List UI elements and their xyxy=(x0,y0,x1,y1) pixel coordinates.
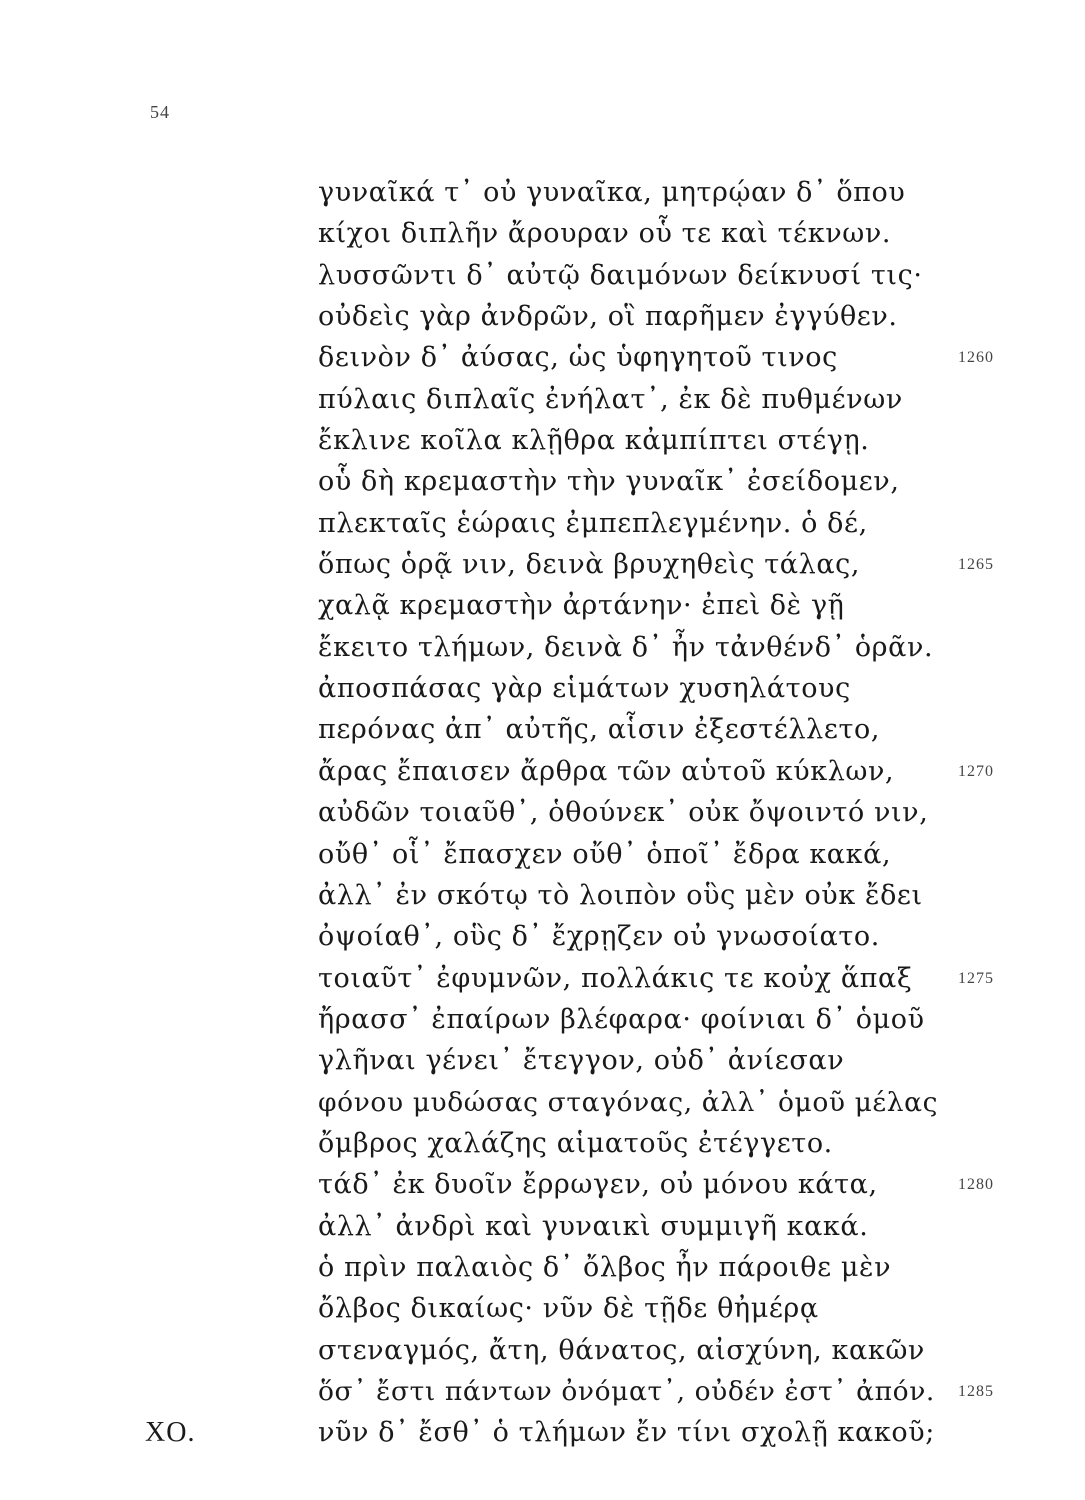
verse-line xyxy=(318,1206,918,1247)
verse-line-text: ἔκλινε κοῖλα κλῇθρα κἀμπίπτει στέγῃ. xyxy=(318,425,870,457)
verse-line-text: ἔκειτο τλήμων, δεινὰ δ᾽ ἦν τἀνθένδ᾽ ὁρᾶν. xyxy=(318,631,934,663)
verse-line xyxy=(318,1040,918,1081)
verse-line-text: ὄμβρος χαλάζης αἱματοῦς ἐτέγγετο. xyxy=(318,1127,833,1159)
line-number: 1275 xyxy=(958,969,994,987)
verse-line xyxy=(318,379,918,420)
verse-line-text: λυσσῶντι δ᾽ αὐτῷ δαιμόνων δείκνυσί τις· xyxy=(318,259,923,291)
verse-line xyxy=(318,296,918,337)
verse-line-text: ὁ πρὶν παλαιὸς δ᾽ ὄλβος ἦν πάροιθε μὲν xyxy=(318,1251,892,1283)
verse-line-text: ἤρασσ᾽ ἐπαίρων βλέφαρα· φοίνιαι δ᾽ ὁμοῦ xyxy=(318,1003,925,1035)
verse-line xyxy=(318,213,918,254)
verse-line-text: περόνας ἀπ᾽ αὐτῆς, αἷσιν ἐξεστέλλετο, xyxy=(318,714,881,746)
verse-line-text: πύλαις διπλαῖς ἐνήλατ᾽, ἐκ δὲ πυθμένων xyxy=(318,383,903,415)
verse-line-text: ἀποσπάσας γὰρ εἱμάτων χυσηλάτους xyxy=(318,673,851,705)
verse-line-text: ὅσ᾽ ἔστι πάντων ὀνόματ᾽, οὐδέν ἐστ᾽ ἀπόν. xyxy=(318,1375,935,1407)
line-number: 1285 xyxy=(958,1382,994,1400)
verse-line xyxy=(318,792,929,833)
verse-line-text: γλῆναι γένει᾽ ἔτεγγον, οὐδ᾽ ἀνίεσαν xyxy=(318,1045,845,1077)
verse-line-text: ἄρας ἔπαισεν ἄρθρα τῶν αὑτοῦ κύκλων, xyxy=(318,755,895,787)
verse-line xyxy=(318,958,994,999)
verse-line-text: δεινὸν δ᾽ ἀύσας, ὡς ὑφηγητοῦ τινος xyxy=(318,342,838,374)
verse-line-text: αὐδῶν τοιαῦθ᾽, ὁθούνεκ᾽ οὐκ ὄψοιντό νιν, xyxy=(318,797,929,829)
verse-line xyxy=(318,585,918,626)
verse-line xyxy=(318,627,934,668)
verse-line xyxy=(318,420,918,461)
verse-line xyxy=(318,172,918,213)
verse-line xyxy=(318,668,918,709)
verse-line xyxy=(318,834,918,875)
verse-line-text: οὔθ᾽ οἷ᾽ ἔπασχεν οὔθ᾽ ὁποῖ᾽ ἔδρα κακά, xyxy=(318,838,892,870)
verse-line xyxy=(318,1330,925,1371)
verse-line-text: κίχοι διπλῆν ἄρουραν οὗ τε καὶ τέκνων. xyxy=(318,218,892,250)
verse-line xyxy=(318,503,918,544)
verse-line-text: ἀλλ᾽ ἐν σκότῳ τὸ λοιπὸν οὓς μὲν οὐκ ἔδει xyxy=(318,879,923,911)
verse-line-text: φόνου μυδώσας σταγόνας, ἀλλ᾽ ὁμοῦ μέλας xyxy=(318,1086,939,1118)
verse-line xyxy=(145,1412,935,1453)
verse-line-text: τάδ᾽ ἐκ δυοῖν ἔρρωγεν, οὐ μόνου κάτα, xyxy=(318,1169,878,1201)
verse-line-text: χαλᾷ κρεμαστὴν ἀρτάνην· ἐπεὶ δὲ γῇ xyxy=(318,590,845,622)
verse-line xyxy=(318,255,923,296)
verse-line-text: ὅπως ὁρᾷ νιν, δεινὰ βρυχηθεὶς τάλας, xyxy=(318,549,861,581)
verse-line-text: οὗ δὴ κρεμαστὴν τὴν γυναῖκ᾽ ἐσείδομεν, xyxy=(318,466,900,498)
page-number: 54 xyxy=(150,102,170,122)
line-number: 1270 xyxy=(958,762,994,780)
verse-line xyxy=(318,1164,994,1205)
verse-line xyxy=(318,1082,939,1123)
verse-line xyxy=(318,1247,918,1288)
line-number: 1280 xyxy=(958,1176,994,1194)
verse-line-text: ὀψοίαθ᾽, οὓς δ᾽ ἔχρῃζεν οὐ γνωσοίατο. xyxy=(318,921,880,953)
verse-line xyxy=(318,916,918,957)
verse-line-text: ὄλβος δικαίως· νῦν δὲ τῇδε θἠμέρᾳ xyxy=(318,1293,819,1325)
verse-line xyxy=(318,1288,918,1329)
verse-line-text: νῦν δ᾽ ἔσθ᾽ ὁ τλήμων ἔν τίνι σχολῇ κακοῦ; xyxy=(318,1417,935,1449)
verse-line-text: γυναῖκά τ᾽ οὐ γυναῖκα, μητρῴαν δ᾽ ὅπου xyxy=(318,177,906,208)
verse-line xyxy=(318,1371,994,1412)
verse-line xyxy=(318,1123,918,1164)
verse-line-text: οὐδεὶς γὰρ ἀνδρῶν, οἳ παρῆμεν ἐγγύθεν. xyxy=(318,301,898,333)
verse-line xyxy=(318,461,918,502)
verse-line-text: στεναγμός, ἄτη, θάνατος, αἰσχύνη, κακῶν xyxy=(318,1334,925,1366)
line-number: 1265 xyxy=(958,556,994,574)
verse-line-text: πλεκταῖς ἑώραις ἐμπεπλεγμένην. ὁ δέ, xyxy=(318,507,868,539)
verse-line xyxy=(318,999,925,1040)
verse-line xyxy=(318,875,923,916)
verse-line-text: ἀλλ᾽ ἀνδρὶ καὶ γυναικὶ συμμιγῆ κακά. xyxy=(318,1210,869,1242)
line-number: 1260 xyxy=(958,349,994,367)
verse-line xyxy=(318,544,994,585)
verse-block xyxy=(145,172,994,1454)
verse-line xyxy=(318,709,918,750)
verse-line-text: τοιαῦτ᾽ ἐφυμνῶν, πολλάκις τε κοὐχ ἅπαξ xyxy=(318,962,913,994)
verse-line xyxy=(318,337,994,378)
verse-line xyxy=(318,751,994,792)
speaker-label: ΧΟ. xyxy=(145,1417,196,1449)
